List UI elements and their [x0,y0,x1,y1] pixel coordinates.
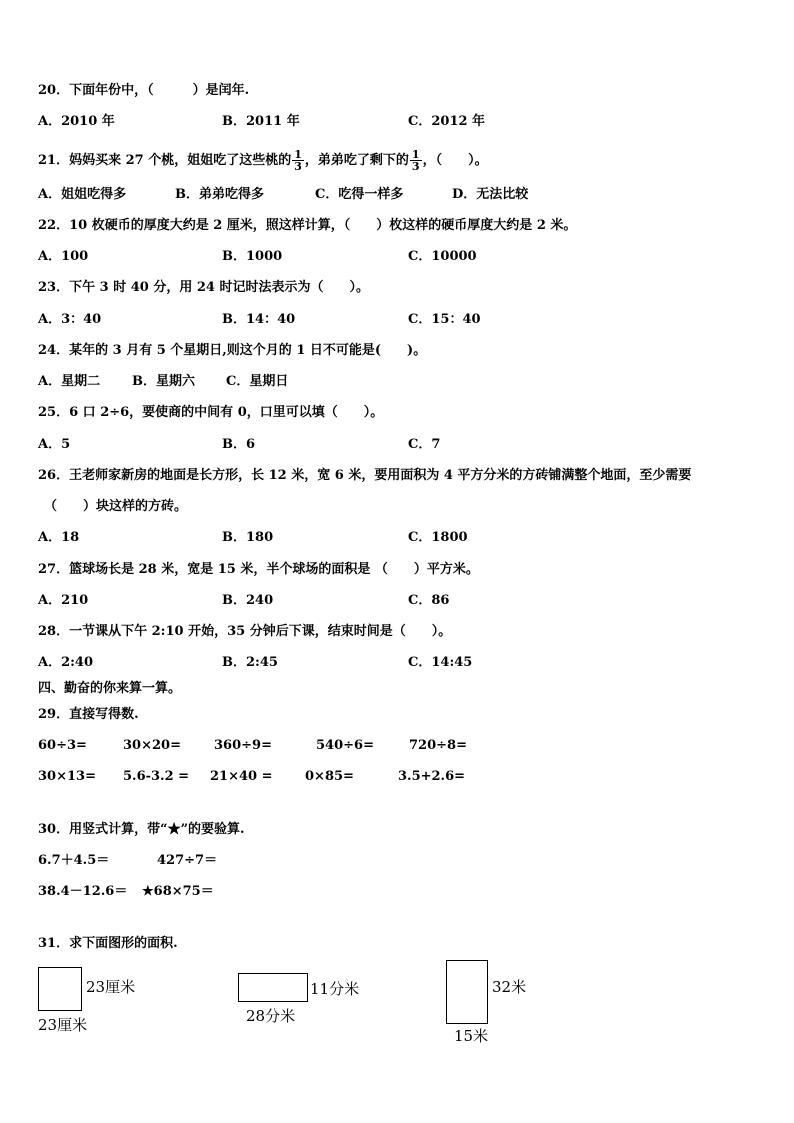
figure1-side-label: 23厘米 [86,978,136,996]
q22-option-b: B．1000 [222,249,283,264]
q29-row2-item3: 21×40 = [210,769,273,784]
q30-row1-item2: 427÷7＝ [157,853,218,868]
q28-option-c: C．14:45 [408,655,473,670]
figure2-bottom-label: 28分米 [246,1007,296,1025]
figure1-bottom-label: 23厘米 [38,1016,88,1034]
q21-option-c: C．吃得一样多 [315,187,404,202]
q24-option-a: A．星期二 [38,374,101,389]
q20-option-c: C．2012 年 [408,114,486,129]
q27-stem: 27．篮球场长是 28 米，宽是 15 米，半个球场的面积是 （ ）平方米。 [38,562,479,577]
q20-option-b: B．2011 年 [222,114,300,129]
q21-fraction-1 [292,149,304,172]
figure2-side-label: 11分米 [310,980,360,998]
q21-option-a: A．姐姐吃得多 [38,187,127,202]
q22-stem: 22．10 枚硬币的厚度大约是 2 厘米，照这样计算，（ ）枚这样的硬币厚度大约是 2 米。 [38,218,577,233]
q24-stem: 24．某年的 3 月有 5 个星期日,则这个月的 1 日不可能是( )。 [38,343,427,358]
q21-stem-part2: ，弟弟吃了剩下的 [304,153,409,168]
q21-option-d: D．无法比较 [452,187,529,202]
figure3-bottom-label: 15米 [454,1027,489,1045]
q27-option-b: B．240 [222,593,274,608]
q23-option-a: A．3：40 [38,312,102,327]
q23-option-c: C．15：40 [408,312,481,327]
figure3-rectangle [446,960,488,1024]
q29-row1-item4: 540÷6= [316,738,374,753]
q30-row2-item2: ★68×75＝ [142,884,214,899]
section4-title: 四、勤奋的你来算一算。 [38,681,182,696]
q28-option-b: B．2:45 [222,655,278,670]
q25-option-c: C．7 [408,437,441,452]
q20-option-a: A．2010 年 [38,114,115,129]
q29-row2-item4: 0×85= [305,769,354,784]
q25-stem: 25．6 口 2÷6，要使商的中间有 0，口里可以填（ ）。 [38,405,384,420]
q21-frac2-denominator: 3 [411,160,420,173]
q26-option-b: B．180 [222,530,274,545]
q21-frac1-denominator: 3 [294,160,302,173]
q29-stem: 29．直接写得数. [38,707,139,722]
q29-row1-item1: 60÷3= [38,738,87,753]
q21-option-b: B．弟弟吃得多 [175,187,264,202]
q29-row1-item2: 30×20= [123,738,181,753]
q21-stem-part3: ，（ ）。 [422,153,488,168]
q28-option-a: A．2:40 [38,655,94,670]
q30-stem: 30．用竖式计算，带“★”的要验算. [38,822,245,837]
q23-stem: 23．下午 3 时 40 分，用 24 时记时法表示为（ ）。 [38,280,369,295]
q25-option-a: A．5 [38,437,71,452]
q22-option-a: A．100 [38,249,89,264]
q26-option-c: C．1800 [408,530,468,545]
figure1-square [38,967,82,1011]
q30-row1-item1: 6.7＋4.5＝ [38,853,110,868]
q27-option-a: A．210 [38,593,89,608]
q20-stem: 20．下面年份中，（ ）是闰年. [38,83,250,98]
q28-stem: 28．一节课从下午 2:10 开始，35 分钟后下课，结束时间是（ ）。 [38,624,452,639]
q21-fraction-2 [410,149,422,172]
q26-stem-line2: （ ）块这样的方砖。 [44,499,188,514]
q31-stem: 31．求下面图形的面积. [38,936,178,951]
q23-option-b: B．14：40 [222,312,296,327]
q29-row1-item5: 720÷8= [409,738,467,753]
q29-row2-item2: 5.6-3.2 = [123,769,190,784]
q29-row2-item5: 3.5+2.6= [398,769,466,784]
q21-frac1-numerator: 1 [294,148,302,161]
figure2-rectangle [238,973,308,1002]
q21-stem [38,149,488,172]
q25-option-b: B．6 [222,437,256,452]
q29-row1-item3: 360÷9= [214,738,272,753]
q29-row2-item1: 30×13= [38,769,96,784]
q24-option-b: B．星期六 [132,374,195,389]
q26-stem-line1: 26．王老师家新房的地面是长方形，长 12 米，宽 6 米，要用面积为 4 平方分米的方砖铺满整个地面，至少需要 [38,468,692,483]
q27-option-c: C．86 [408,593,450,608]
q24-option-c: C．星期日 [226,374,289,389]
figure3-side-label: 32米 [492,978,527,996]
q21-stem-part1: 21．妈妈买来 27 个桃，姐姐吃了这些桃的 [38,153,292,168]
q30-row2-item1: 38.4－12.6＝ [38,884,128,899]
q22-option-c: C．10000 [408,249,477,264]
q26-option-a: A．18 [38,530,80,545]
q21-frac2-numerator: 1 [411,148,420,161]
